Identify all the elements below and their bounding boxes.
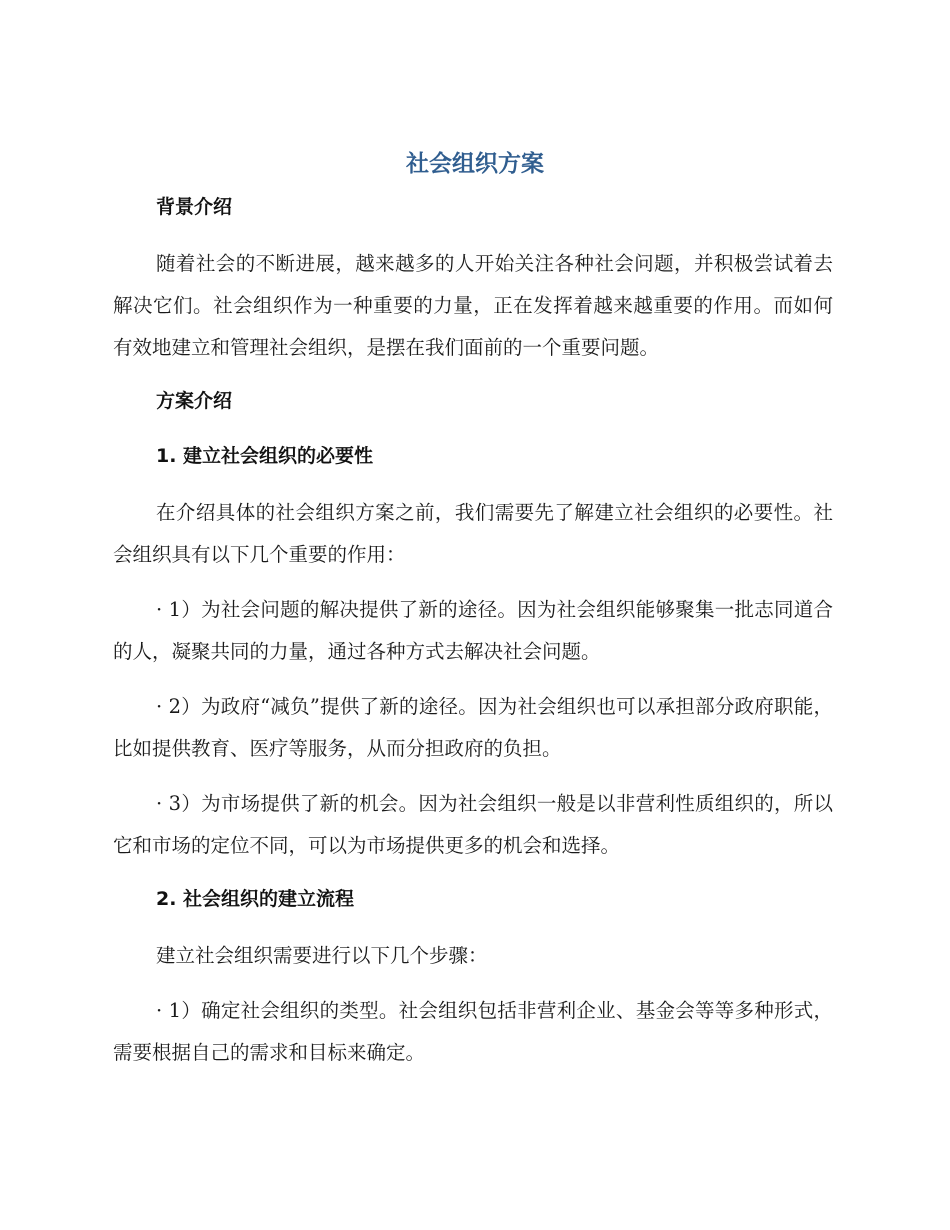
subsection-heading-necessity: 1. 建立社会组织的必要性 — [156, 445, 374, 467]
background-paragraph: 随着社会的不断进展，越来越多的人开始关注各种社会问题，并积极尝试着去解决它们。社会组织作为一种重要的力量，正在发挥着越来越重要的作用。而如何有效地建立和管理社会组织，是摆在我们面前的一个重要问题。 — [113, 252, 833, 359]
document-body — [113, 188, 833, 1087]
list-item: · 1）确定社会组织的类型。社会组织包括非营利企业、基金会等等多种形式，需要根据自己的需求和目标来确定。 — [113, 999, 833, 1064]
section-heading-plan: 方案介绍 — [156, 390, 233, 412]
list-item: · 1）为社会问题的解决提供了新的途径。因为社会组织能够聚集一批志同道合的人，凝聚共同的力量，通过各种方式去解决社会问题。 — [113, 598, 833, 663]
document-title: 社会组织方案 — [406, 151, 544, 177]
subsection-heading-process: 2. 社会组织的建立流程 — [156, 888, 355, 910]
list-item: · 3）为市场提供了新的机会。因为社会组织一般是以非营利性质组织的，所以它和市场的定位不同，可以为市场提供更多的机会和选择。 — [113, 792, 833, 857]
list-item: · 2）为政府“减负”提供了新的途径。因为社会组织也可以承担部分政府职能，比如提供教育、医疗等服务，从而分担政府的负担。 — [113, 695, 833, 760]
process-paragraph: 建立社会组织需要进行以下几个步骤： — [156, 944, 488, 967]
necessity-paragraph: 在介绍具体的社会组织方案之前，我们需要先了解建立社会组织的必要性。社会组织具有以下几个重要的作用： — [113, 501, 833, 566]
section-heading-background: 背景介绍 — [156, 196, 233, 218]
